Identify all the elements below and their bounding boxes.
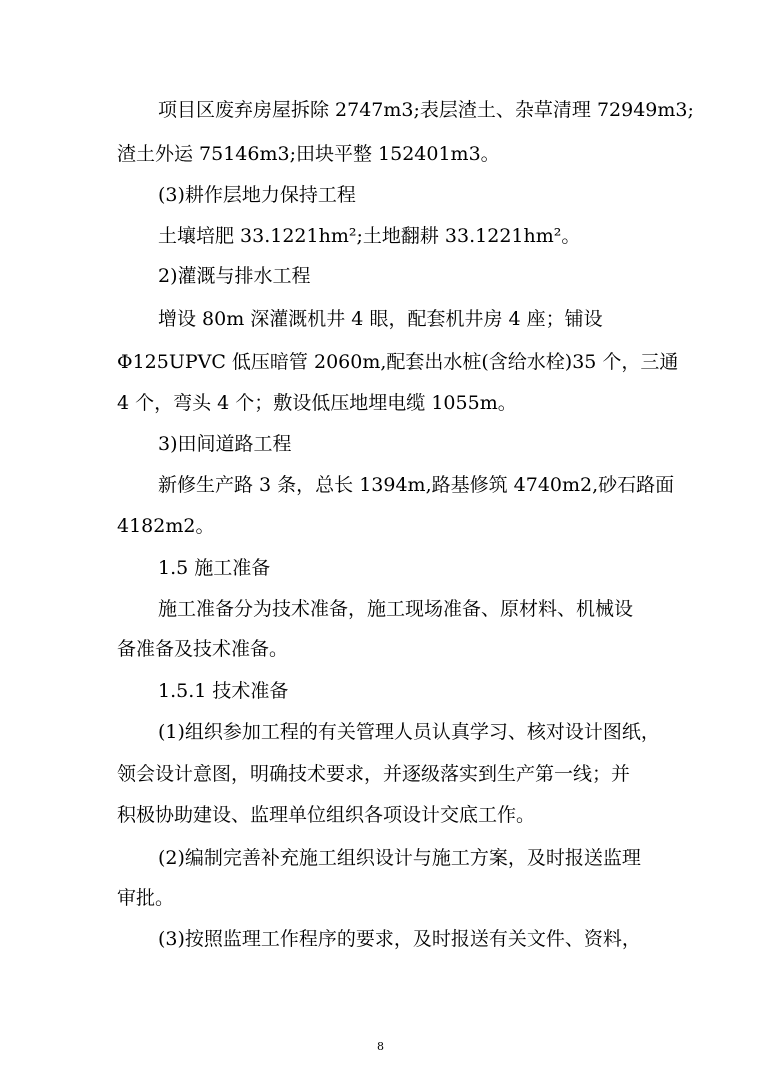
- text-line: 施工准备分为技术准备，施工现场准备、原材料、机械设: [158, 598, 634, 620]
- text-line: 4 个，弯头 4 个；敷设低压地埋电缆 1055m。: [117, 392, 517, 414]
- text-line: 新修生产路 3 条，总长 1394m,路基修筑 4740m2,砂石路面: [158, 474, 675, 496]
- text-line: 审批。: [117, 887, 175, 909]
- text-line: 3)田间道路工程: [158, 433, 292, 455]
- text-line: 渣土外运 75146m3;田块平整 152401m3。: [117, 143, 500, 165]
- text-line: 1.5 施工准备: [158, 557, 271, 579]
- text-line: 增设 80m 深灌溉机井 4 眼，配套机井房 4 座；铺设: [158, 308, 603, 330]
- text-line: 积极协助建设、监理单位组织各项设计交底工作。: [117, 804, 536, 826]
- page-number: 8: [377, 1040, 384, 1053]
- text-line: (3)按照监理工作程序的要求，及时报送有关文件、资料，: [158, 928, 641, 950]
- text-line: Φ125UPVC 低压暗管 2060m,配套出水桩(含给水栓)35 个，三通: [117, 351, 679, 373]
- text-line: (1)组织参加工程的有关管理人员认真学习、核对设计图纸，: [158, 721, 660, 743]
- text-line: 4182m2。: [117, 515, 215, 537]
- text-line: 领会设计意图，明确技术要求，并逐级落实到生产第一线；并: [117, 763, 631, 785]
- text-line: 土壤培肥 33.1221hm²;土地翻耕 33.1221hm²。: [158, 225, 581, 247]
- text-line: 备准备及技术准备。: [117, 638, 289, 660]
- text-line: 项目区废弃房屋拆除 2747m3;表层渣土、杂草清理 72949m3;: [158, 99, 694, 121]
- text-line: 2)灌溉与排水工程: [158, 265, 311, 287]
- text-line: (2)编制完善补充施工组织设计与施工方案，及时报送监理: [158, 847, 641, 869]
- text-line: (3)耕作层地力保持工程: [158, 184, 356, 206]
- text-line: 1.5.1 技术准备: [158, 680, 289, 702]
